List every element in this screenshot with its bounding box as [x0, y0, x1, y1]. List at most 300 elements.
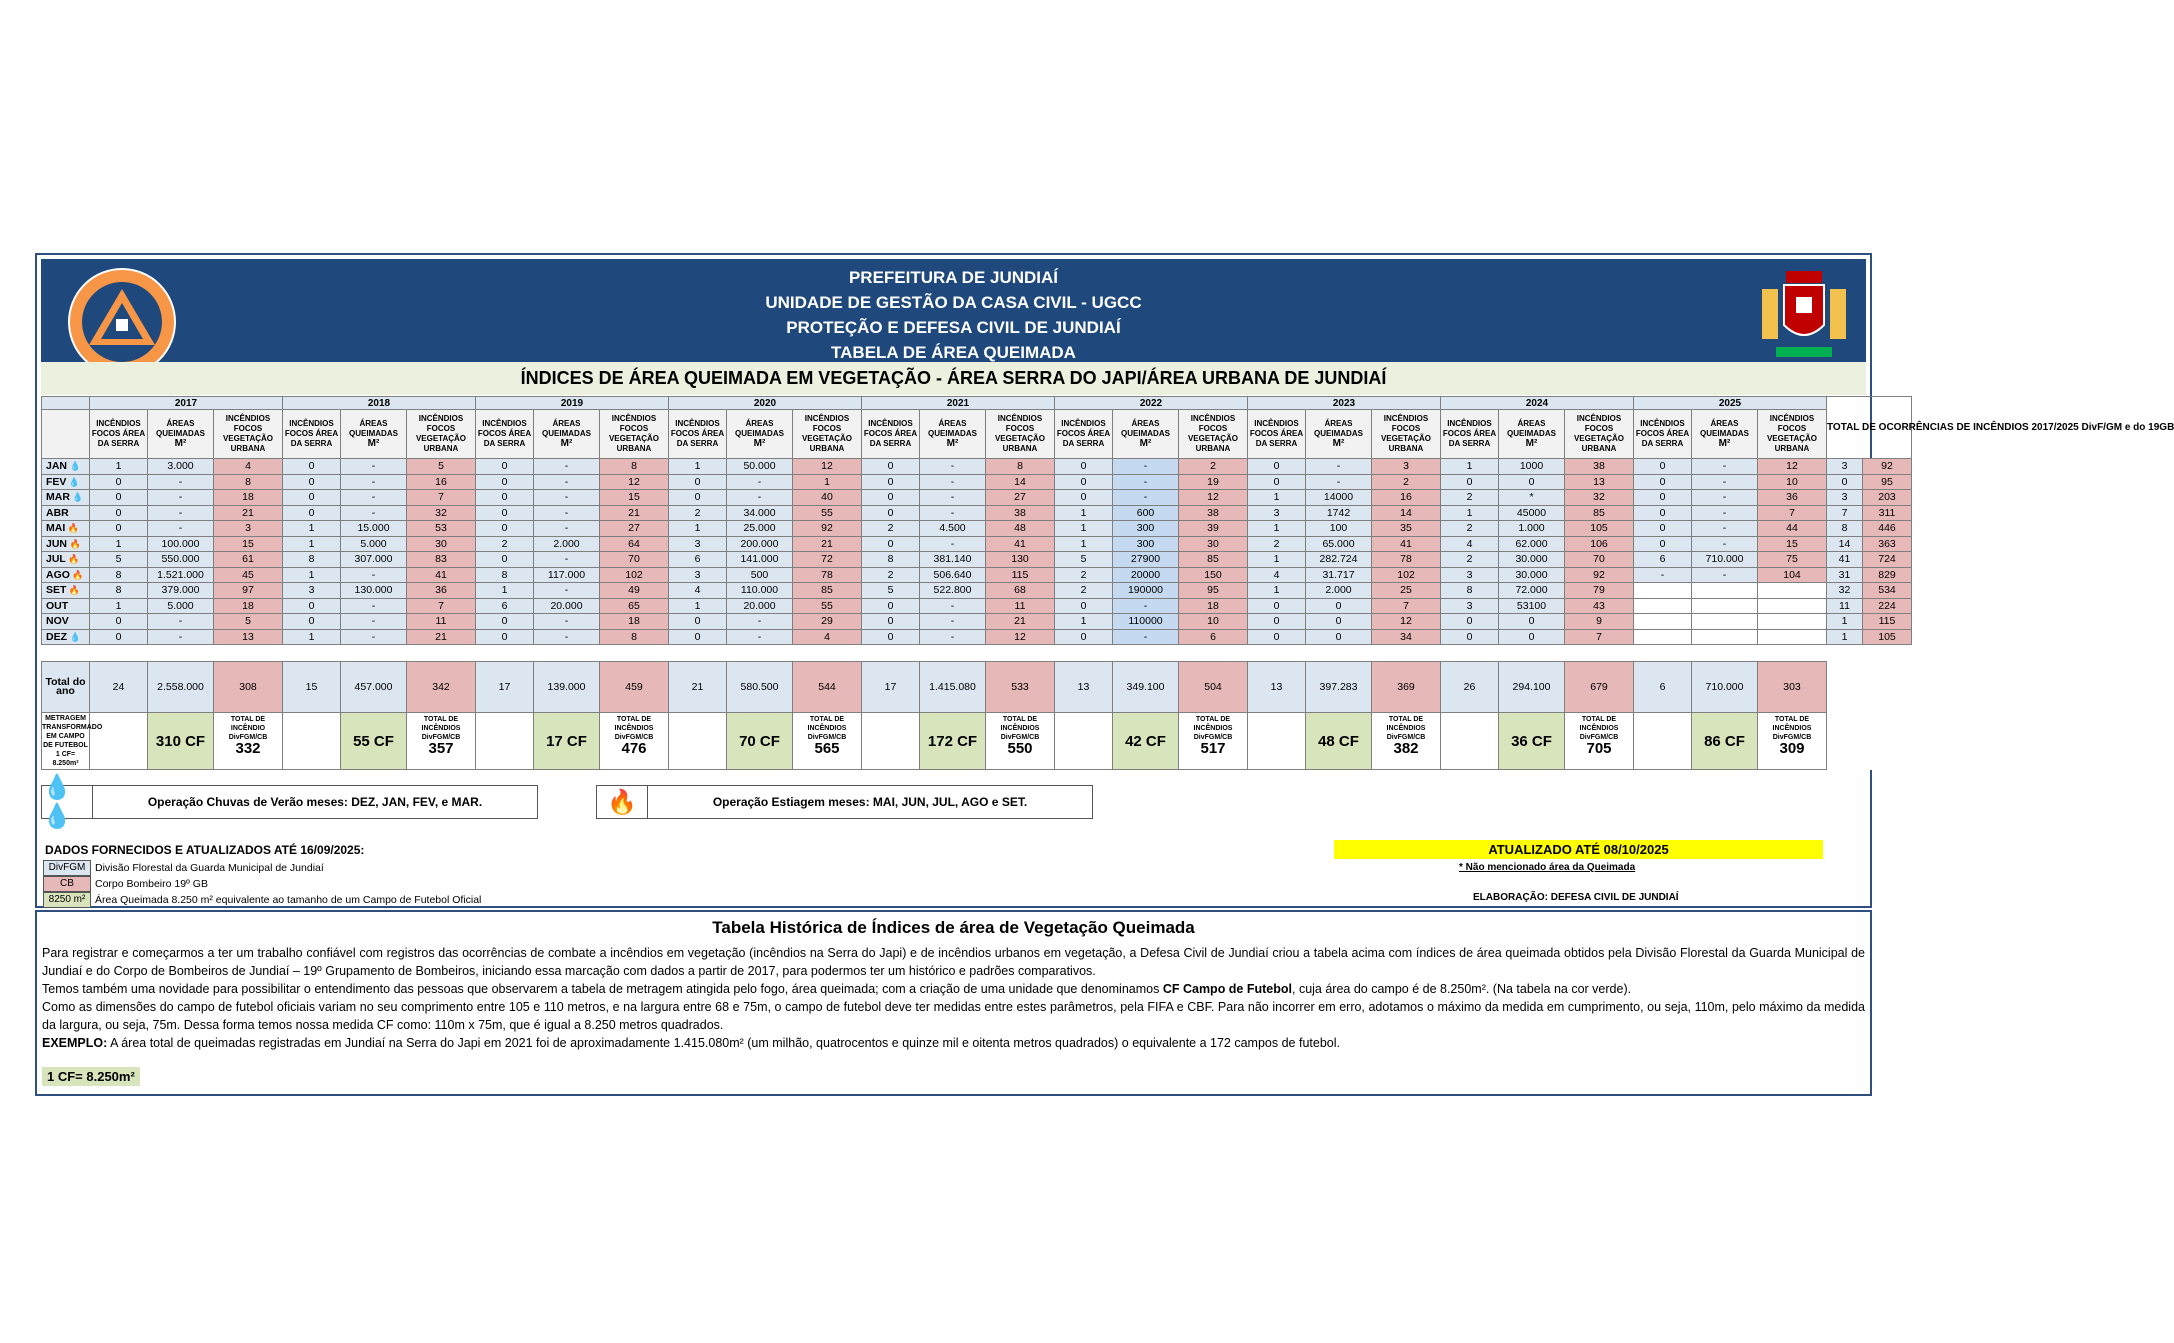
cf-value: 36 CF	[1499, 713, 1565, 770]
table-cell: 65.000	[1306, 536, 1372, 552]
table-cell: -	[148, 521, 214, 537]
table-cell: 381.140	[920, 552, 986, 568]
table-cell: 0	[1248, 474, 1306, 490]
header-line: PROTEÇÃO E DEFESA CIVIL DE JUNDIAÍ	[786, 318, 1121, 337]
table-cell: -	[1692, 474, 1758, 490]
total-divfgm-cell: 0	[1827, 474, 1863, 490]
table-cell: 0	[669, 629, 727, 645]
footnote: * Não mencionado área da Queimada	[1459, 862, 1636, 873]
col-header-urbana: INCÊNDIOS FOCOS VEGETAÇÃO URBANA	[1758, 410, 1827, 459]
table-cell: 13	[1565, 474, 1634, 490]
table-cell: 3	[669, 567, 727, 583]
table-cell: 31.717	[1306, 567, 1372, 583]
table-cell: 0	[1306, 629, 1372, 645]
table-cell: 68	[986, 583, 1055, 599]
table-cell: 7	[1758, 505, 1827, 521]
col-header-serra: INCÊNDIOS FOCOS ÁREA DA SERRA	[1441, 410, 1499, 459]
table-cell: 21	[600, 505, 669, 521]
total-divfgm-cell: 41	[1827, 552, 1863, 568]
total-year-cell: 13	[1055, 662, 1113, 713]
table-cell: 0	[283, 505, 341, 521]
table-cell: 300	[1113, 536, 1179, 552]
total-divfgm-cell: 14	[1827, 536, 1863, 552]
table-cell: 0	[1306, 598, 1372, 614]
table-cell: -	[920, 474, 986, 490]
table-cell: -	[1113, 629, 1179, 645]
table-cell: 21	[214, 505, 283, 521]
total-incidents-cell: TOTAL DE INCÊNDIOS DivFGM/CB 309	[1758, 713, 1827, 770]
cf-value: 86 CF	[1692, 713, 1758, 770]
col-header-serra: INCÊNDIOS FOCOS ÁREA DA SERRA	[862, 410, 920, 459]
table-cell: 30	[407, 536, 476, 552]
table-cell: 40	[793, 490, 862, 506]
table-cell: 0	[1634, 536, 1692, 552]
table-cell: 1	[1248, 552, 1306, 568]
legend-text: Corpo Bombeiro 19º GB	[95, 878, 208, 890]
total-incidents-cell: TOTAL DE INCÊNDIO DivFGM/CB 332	[214, 713, 283, 770]
total-year-cell: 26	[1441, 662, 1499, 713]
table-cell: 379.000	[148, 583, 214, 599]
table-cell: 18	[600, 614, 669, 630]
cf-value: 17 CF	[534, 713, 600, 770]
table-cell: 19	[1179, 474, 1248, 490]
table-cell: 150	[1179, 567, 1248, 583]
month-label: MAI 🔥	[42, 521, 90, 537]
table-cell: 8	[283, 552, 341, 568]
fire-icon: 🔥	[597, 786, 648, 818]
table-cell: -	[1692, 521, 1758, 537]
col-header-serra: INCÊNDIOS FOCOS ÁREA DA SERRA	[1634, 410, 1692, 459]
total-cb-cell: 363	[1863, 536, 1912, 552]
table-cell: 0	[1499, 629, 1565, 645]
table-cell: 0	[476, 474, 534, 490]
table-cell: -	[534, 459, 600, 475]
table-cell: -	[727, 474, 793, 490]
table-cell: 50.000	[727, 459, 793, 475]
table-cell: 0	[1634, 474, 1692, 490]
table-cell: 190000	[1113, 583, 1179, 599]
table-cell: 4	[214, 459, 283, 475]
history-paragraph: Temos também uma novidade para possibilitar o entendimento das pessoas que observarem a tabela de metragem atingida pelo fogo, área queimada; com a criação de uma unidade que denominamos CF Campo de Futebol, cuja área do campo é de 8.250m². (Na tabela na cor verde).	[42, 982, 1632, 996]
table-cell: 4	[669, 583, 727, 599]
total-year-cell: 6	[1634, 662, 1692, 713]
corner-cell	[42, 410, 90, 459]
table-cell: 1000	[1499, 459, 1565, 475]
year-header: 2017	[90, 397, 283, 410]
table-cell: 0	[862, 505, 920, 521]
table-cell: 29	[793, 614, 862, 630]
table-cell: -	[920, 614, 986, 630]
table-cell: -	[341, 598, 407, 614]
table-cell: 1.521.000	[148, 567, 214, 583]
table-cell: 0	[476, 629, 534, 645]
table-cell: 20.000	[534, 598, 600, 614]
table-cell: -	[1113, 474, 1179, 490]
table-cell: 72.000	[1499, 583, 1565, 599]
table-cell: 15	[214, 536, 283, 552]
table-cell: 1	[1248, 490, 1306, 506]
table-cell: 200.000	[727, 536, 793, 552]
table-cell	[1692, 614, 1758, 630]
table-cell: 14	[986, 474, 1055, 490]
table-cell: 1	[1055, 536, 1113, 552]
history-body	[42, 944, 1865, 1052]
history-paragraph: Para registrar e começarmos a ter um trabalho confiável com registros das ocorrências de combate a incêndios em vegetação (incêndios na Serra do Japi) e de incêndios urbanos em vegetação, a Defesa Civil de Jundiaí criou a tabela acima com índices de área queimada obtidos pela Divisão Florestal da Guarda Municipal de Jundiaí e do Corpo de Bombeiros de Jundiaí – 19º Grupamento de Bombeiros, iniciando essa marcação com dados a partir de 2017, para podermos ter um histórico e padrões comparativos.	[42, 946, 1865, 978]
civil-defense-logo	[67, 267, 177, 377]
table-cell: 4.500	[920, 521, 986, 537]
total-year-cell: 24	[90, 662, 148, 713]
table-cell: 79	[1565, 583, 1634, 599]
table-cell: -	[534, 614, 600, 630]
table-cell: 3.000	[148, 459, 214, 475]
table-cell: 2	[862, 521, 920, 537]
table-cell: 65	[600, 598, 669, 614]
table-cell: 0	[283, 614, 341, 630]
table-cell: 20000	[1113, 567, 1179, 583]
empty-cell	[1055, 713, 1113, 770]
total-divfgm-cell: 11	[1827, 598, 1863, 614]
legend-item	[43, 876, 208, 892]
table-cell: 0	[1634, 490, 1692, 506]
total-divfgm-cell: 32	[1827, 583, 1863, 599]
year-header: 2021	[862, 397, 1055, 410]
total-year-cell: 369	[1372, 662, 1441, 713]
fire-icon: 🔥	[65, 554, 80, 565]
col-header-serra: INCÊNDIOS FOCOS ÁREA DA SERRA	[669, 410, 727, 459]
history-example: EXEMPLO: A área total de queimadas registradas em Jundiaí na Serra do Japi em 2021 foi de aproximadamente 1.415.080m² (um milhão, quatrocentos e quinze mil e oitenta metros quadrados) o equivalente a 172 campos de futebol.	[42, 1036, 1340, 1050]
table-cell: 8	[214, 474, 283, 490]
table-cell: 34.000	[727, 505, 793, 521]
table-cell: 27	[600, 521, 669, 537]
table-cell: 72	[793, 552, 862, 568]
col-header-urbana: INCÊNDIOS FOCOS VEGETAÇÃO URBANA	[1179, 410, 1248, 459]
table-cell: 102	[1372, 567, 1441, 583]
col-header-urbana: INCÊNDIOS FOCOS VEGETAÇÃO URBANA	[214, 410, 283, 459]
table-cell: 2	[1055, 583, 1113, 599]
dry-operation-text: Operação Estiagem meses: MAI, JUN, JUL, AGO e SET.	[712, 795, 1028, 809]
table-cell: 8	[90, 583, 148, 599]
table-cell: 0	[1248, 598, 1306, 614]
total-year-cell: 139.000	[534, 662, 600, 713]
data-source-title: DADOS FORNECIDOS E ATUALIZADOS ATÉ 16/09/2025:	[45, 843, 365, 857]
table-cell: 1	[90, 598, 148, 614]
empty-cell	[1634, 713, 1692, 770]
table-cell: 2	[1055, 567, 1113, 583]
table-cell: 106	[1565, 536, 1634, 552]
total-cb-cell: 724	[1863, 552, 1912, 568]
table-cell: 62.000	[1499, 536, 1565, 552]
col-header-area: ÁREAS QUEIMADAS M²	[920, 410, 986, 459]
empty-cell	[90, 713, 148, 770]
table-cell: 2	[1179, 459, 1248, 475]
total-cb-cell: 829	[1863, 567, 1912, 583]
table-cell: 0	[1634, 521, 1692, 537]
table-cell: 11	[986, 598, 1055, 614]
table-cell: -	[534, 490, 600, 506]
table-cell: 21	[407, 629, 476, 645]
table-cell: 7	[407, 490, 476, 506]
table-cell: 97	[214, 583, 283, 599]
cf-value: 172 CF	[920, 713, 986, 770]
empty-cell	[862, 713, 920, 770]
total-year-cell: 15	[283, 662, 341, 713]
table-cell: 2.000	[534, 536, 600, 552]
table-cell: 16	[1372, 490, 1441, 506]
total-divfgm-cell: 1	[1827, 629, 1863, 645]
table-cell: 0	[1441, 474, 1499, 490]
table-cell	[1634, 614, 1692, 630]
table-cell: 0	[90, 629, 148, 645]
table-cell: -	[148, 629, 214, 645]
table-cell: 0	[90, 505, 148, 521]
header-banner	[41, 259, 1866, 362]
table-cell: 5.000	[148, 598, 214, 614]
col-header-serra: INCÊNDIOS FOCOS ÁREA DA SERRA	[283, 410, 341, 459]
total-year-cell: 303	[1758, 662, 1827, 713]
table-cell: 4	[793, 629, 862, 645]
cf-value: 55 CF	[341, 713, 407, 770]
table-cell: 12	[986, 629, 1055, 645]
rain-drops-icon: 💧💧	[42, 786, 93, 818]
table-cell	[1692, 583, 1758, 599]
total-header: TOTAL DE OCORRÊNCIAS DE INCÊNDIOS 2017/2025 DivF/GM e do 19GB	[1827, 397, 1912, 459]
total-divfgm-cell: 8	[1827, 521, 1863, 537]
table-cell: 0	[1441, 629, 1499, 645]
table-cell: 21	[986, 614, 1055, 630]
table-cell: 1	[669, 459, 727, 475]
table-cell: 500	[727, 567, 793, 583]
total-year-cell: 580.500	[727, 662, 793, 713]
city-coat-of-arms	[1756, 263, 1852, 363]
table-cell: -	[1692, 459, 1758, 475]
table-cell: 70	[1565, 552, 1634, 568]
table-cell	[1634, 629, 1692, 645]
table-cell: -	[920, 598, 986, 614]
table-cell: 1742	[1306, 505, 1372, 521]
table-cell: 78	[1372, 552, 1441, 568]
table-cell: 95	[1179, 583, 1248, 599]
table-cell: 32	[1565, 490, 1634, 506]
table-cell: 1	[1441, 505, 1499, 521]
table-cell: 1	[1441, 459, 1499, 475]
table-cell: 0	[862, 536, 920, 552]
table-cell: 8	[600, 459, 669, 475]
col-header-area: ÁREAS QUEIMADAS M²	[1499, 410, 1565, 459]
table-cell: -	[534, 583, 600, 599]
table-cell: 53	[407, 521, 476, 537]
empty-cell	[1827, 662, 1912, 713]
summer-operation-box	[41, 774, 538, 830]
empty-cell	[1441, 713, 1499, 770]
table-cell: 0	[90, 474, 148, 490]
table-cell: 3	[669, 536, 727, 552]
table-cell: 25	[1372, 583, 1441, 599]
dry-operation-box	[596, 785, 1093, 819]
table-cell: -	[534, 505, 600, 521]
header-line: UNIDADE DE GESTÃO DA CASA CIVIL - UGCC	[765, 293, 1142, 312]
table-cell: 4	[1441, 536, 1499, 552]
col-header-urbana: INCÊNDIOS FOCOS VEGETAÇÃO URBANA	[986, 410, 1055, 459]
table-cell: 1	[1248, 521, 1306, 537]
total-divfgm-cell: 7	[1827, 505, 1863, 521]
month-label: OUT	[42, 598, 90, 614]
col-header-serra: INCÊNDIOS FOCOS ÁREA DA SERRA	[1055, 410, 1113, 459]
table-cell: -	[148, 505, 214, 521]
table-cell: 0	[283, 459, 341, 475]
table-cell: 34	[1372, 629, 1441, 645]
total-year-cell: 459	[600, 662, 669, 713]
legend-swatch: 8250 m²	[43, 892, 91, 908]
updated-date-banner: ATUALIZADO ATÉ 08/10/2025	[1334, 840, 1823, 859]
total-year-cell: 504	[1179, 662, 1248, 713]
table-cell: 38	[1565, 459, 1634, 475]
table-cell: 1	[1055, 614, 1113, 630]
table-cell: 30.000	[1499, 552, 1565, 568]
table-cell: 1	[1248, 583, 1306, 599]
total-year-cell: 397.283	[1306, 662, 1372, 713]
table-cell: 2	[1441, 490, 1499, 506]
rain-drop-icon: 💧	[67, 461, 81, 472]
empty-cell	[669, 713, 727, 770]
table-cell: 282.724	[1306, 552, 1372, 568]
table-cell: -	[920, 490, 986, 506]
cf-value: 310 CF	[148, 713, 214, 770]
table-cell: 115	[986, 567, 1055, 583]
total-cb-cell: 224	[1863, 598, 1912, 614]
table-cell: 1	[283, 521, 341, 537]
table-cell: 70	[600, 552, 669, 568]
table-cell: 14000	[1306, 490, 1372, 506]
table-cell: 9	[1565, 614, 1634, 630]
table-cell: *	[1499, 490, 1565, 506]
history-panel	[35, 910, 1872, 1096]
table-cell: 0	[1499, 614, 1565, 630]
table-cell: -	[534, 474, 600, 490]
table-cell: -	[1113, 490, 1179, 506]
table-cell: 0	[862, 474, 920, 490]
total-year-cell: 21	[669, 662, 727, 713]
table-cell: -	[727, 490, 793, 506]
table-cell: 5.000	[341, 536, 407, 552]
cf-value: 70 CF	[727, 713, 793, 770]
table-cell: 0	[1248, 459, 1306, 475]
table-cell: 2	[862, 567, 920, 583]
table-cell: 100	[1306, 521, 1372, 537]
legend-item	[43, 892, 481, 908]
table-cell: 1	[1055, 505, 1113, 521]
table-cell: 39	[1179, 521, 1248, 537]
table-cell: 0	[476, 521, 534, 537]
table-cell: 12	[1758, 459, 1827, 475]
total-incidents-cell: TOTAL DE INCÊNDIOS DivFGM/CB 705	[1565, 713, 1634, 770]
table-cell: 2.000	[1306, 583, 1372, 599]
empty-cell	[476, 713, 534, 770]
total-incidents-cell: TOTAL DE INCÊNDIOS DivFGM/CB 476	[600, 713, 669, 770]
table-cell: -	[341, 614, 407, 630]
total-year-cell: 349.100	[1113, 662, 1179, 713]
table-cell	[1634, 583, 1692, 599]
table-cell: 7	[1565, 629, 1634, 645]
table-cell: 30	[1179, 536, 1248, 552]
table-cell: 0	[669, 490, 727, 506]
table-cell: 8	[600, 629, 669, 645]
cf-value: 48 CF	[1306, 713, 1372, 770]
table-cell: 0	[283, 474, 341, 490]
col-header-urbana: INCÊNDIOS FOCOS VEGETAÇÃO URBANA	[600, 410, 669, 459]
table-cell: 0	[1248, 629, 1306, 645]
cf-value: 42 CF	[1113, 713, 1179, 770]
total-year-cell: 544	[793, 662, 862, 713]
total-year-cell: 533	[986, 662, 1055, 713]
legend-text: Área Queimada 8.250 m² equivalente ao tamanho de um Campo de Futebol Oficial	[95, 894, 482, 906]
table-cell: 104	[1758, 567, 1827, 583]
table-subtitle: ÍNDICES DE ÁREA QUEIMADA EM VEGETAÇÃO - ÁREA SERRA DO JAPI/ÁREA URBANA DE JUNDIAÍ	[41, 362, 1866, 395]
table-cell: 0	[283, 598, 341, 614]
table-cell: 307.000	[341, 552, 407, 568]
year-header: 2024	[1441, 397, 1634, 410]
table-cell: 0	[862, 459, 920, 475]
month-label: ABR	[42, 505, 90, 521]
table-cell: -	[341, 629, 407, 645]
table-cell: 15	[600, 490, 669, 506]
header-line: PREFEITURA DE JUNDIAÍ	[848, 268, 1059, 287]
fire-icon: 🔥	[65, 523, 79, 534]
total-incidents-cell: TOTAL DE INCÊNDIOS DivFGM/CB 357	[407, 713, 476, 770]
table-cell: 0	[1055, 490, 1113, 506]
rain-drop-icon: 💧	[69, 492, 84, 503]
table-cell: -	[341, 567, 407, 583]
year-header: 2023	[1248, 397, 1441, 410]
month-label: JUL 🔥	[42, 552, 90, 568]
table-cell: 1	[669, 521, 727, 537]
table-cell: 61	[214, 552, 283, 568]
table-cell: 110000	[1113, 614, 1179, 630]
table-cell: 0	[1499, 474, 1565, 490]
table-cell: 0	[862, 629, 920, 645]
table-cell: 0	[862, 490, 920, 506]
col-header-area: ÁREAS QUEIMADAS M²	[1306, 410, 1372, 459]
year-header: 2018	[283, 397, 476, 410]
table-cell: 2	[1441, 521, 1499, 537]
table-cell: 36	[407, 583, 476, 599]
col-header-urbana: INCÊNDIOS FOCOS VEGETAÇÃO URBANA	[793, 410, 862, 459]
table-cell: 43	[1565, 598, 1634, 614]
table-cell: 117.000	[534, 567, 600, 583]
legend-swatch: DivFGM	[43, 860, 91, 876]
table-cell: 8	[986, 459, 1055, 475]
table-cell: 1	[1055, 521, 1113, 537]
table-cell: 6	[669, 552, 727, 568]
legend-item	[43, 860, 324, 876]
table-cell: 2	[1248, 536, 1306, 552]
year-header: 2025	[1634, 397, 1827, 410]
table-cell: 0	[1248, 614, 1306, 630]
table-cell: 0	[669, 474, 727, 490]
summer-operation-text: Operação Chuvas de Verão meses: DEZ, JAN, FEV, e MAR.	[147, 795, 483, 809]
total-incidents-cell: TOTAL DE INCÊNDIOS DivFGM/CB 517	[1179, 713, 1248, 770]
table-cell: -	[727, 614, 793, 630]
month-label: NOV	[42, 614, 90, 630]
total-year-cell: 294.100	[1499, 662, 1565, 713]
table-cell: 105	[1565, 521, 1634, 537]
table-cell: 100.000	[148, 536, 214, 552]
table-cell: 0	[476, 614, 534, 630]
empty-cell	[1827, 713, 1912, 770]
table-cell: 92	[793, 521, 862, 537]
table-cell: 130.000	[341, 583, 407, 599]
elaboration-credit: ELABORAÇÃO: DEFESA CIVIL DE JUNDIAÍ	[1473, 892, 1679, 903]
total-cb-cell: 203	[1863, 490, 1912, 506]
